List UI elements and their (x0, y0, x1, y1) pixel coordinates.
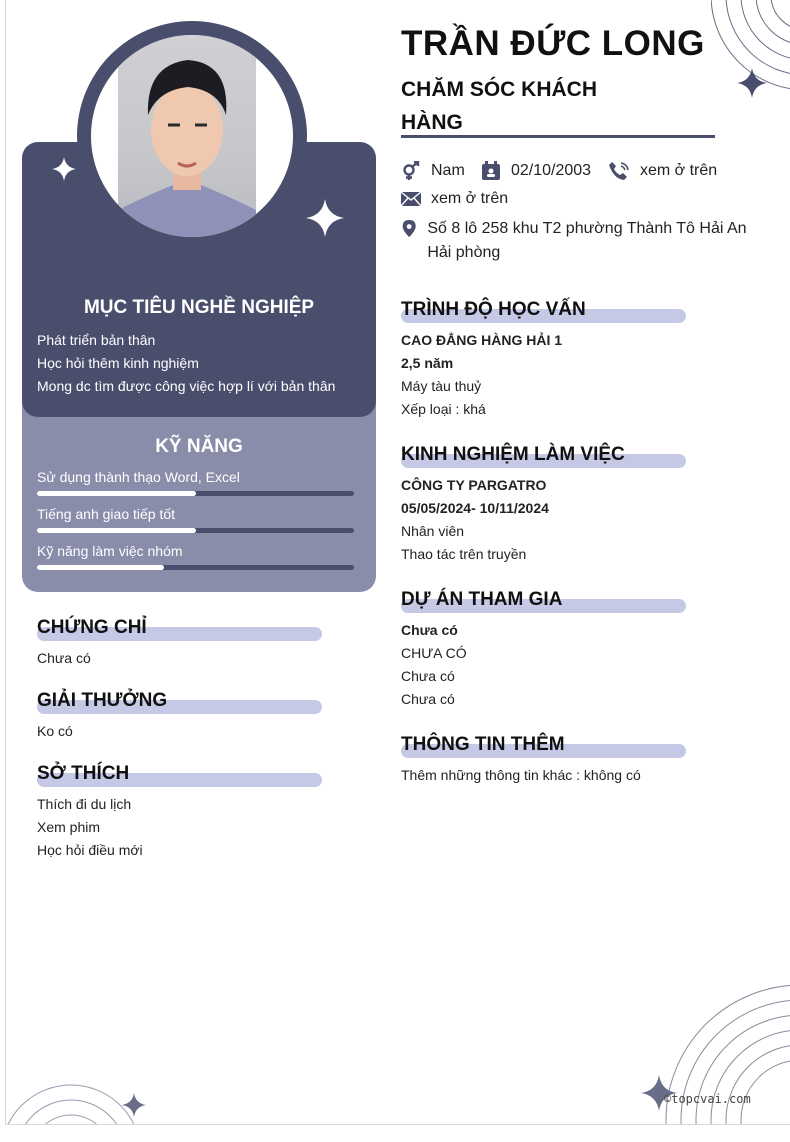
certificates-title: CHỨNG CHỈ (37, 617, 147, 638)
skill-label: Tiếng anh giao tiếp tốt (37, 506, 176, 522)
education-grade: Xếp loại : khá (401, 401, 486, 417)
list-item: Học hỏi điều mới (37, 842, 143, 858)
phone-info (608, 161, 717, 181)
skill-bar (37, 565, 354, 570)
skill-item (37, 543, 354, 559)
list-item: Chưa có (401, 668, 455, 684)
location-pin-icon (401, 218, 417, 240)
profile-photo (118, 35, 256, 237)
phone-icon (608, 161, 630, 181)
education-details (401, 329, 562, 421)
sparkle-icon (122, 1093, 146, 1117)
list-item: Ko có (37, 723, 73, 739)
birthdate-value: 02/10/2003 (511, 162, 592, 179)
section-heading (37, 690, 167, 712)
gender-info (401, 161, 465, 181)
objective-title: MỤC TIÊU NGHỀ NGHIỆP (83, 297, 315, 318)
birthdate-info (481, 161, 591, 181)
extra-title: THÔNG TIN THÊM (401, 734, 565, 755)
certificates-list (37, 647, 91, 670)
education-duration: 2,5 năm (401, 355, 454, 371)
list-item: Học hỏi thêm kinh nghiệm (37, 355, 199, 371)
list-item: Mong dc tìm được công việc hợp lí với bản thân (37, 378, 336, 394)
skill-bar-fill (37, 565, 164, 570)
section-heading (37, 763, 129, 785)
skill-item (37, 469, 354, 485)
section-heading (401, 589, 562, 611)
sparkle-icon (52, 156, 76, 182)
gender-value: Nam (431, 162, 465, 179)
project-name: Chưa có (401, 622, 458, 638)
avatar (91, 35, 293, 237)
section-heading (37, 617, 147, 639)
list-item: CHƯA CÓ (401, 645, 467, 661)
experience-task: Thao tác trên truyền (401, 546, 527, 562)
experience-details (401, 474, 549, 566)
address-info (401, 217, 751, 265)
calendar-icon (481, 161, 501, 181)
extra-details (401, 764, 641, 787)
awards-title: GIẢI THƯỞNG (37, 690, 168, 711)
sparkle-icon (306, 198, 344, 238)
email-info (401, 189, 508, 209)
phone-value: xem ở trên (640, 162, 718, 179)
copyright-text: ©topcvai.com (664, 1092, 751, 1106)
experience-title: KINH NGHIỆM LÀM VIỆC (401, 444, 625, 465)
objective-list (37, 329, 335, 398)
skill-label: Sử dụng thành thạo Word, Excel (37, 469, 240, 485)
section-heading (401, 299, 586, 321)
skill-bar-fill (37, 528, 196, 533)
skills-title: KỸ NĂNG (155, 436, 243, 457)
job-title: CHĂM SÓC KHÁCH HÀNG (401, 78, 597, 134)
projects-title: DỰ ÁN THAM GIA (401, 589, 563, 610)
experience-position: Nhân viên (401, 523, 465, 539)
awards-list (37, 720, 73, 743)
school-name: CAO ĐẲNG HÀNG HẢI 1 (401, 332, 563, 348)
company-name: CÔNG TY PARGATRO (401, 477, 547, 493)
list-item: Chưa có (401, 691, 455, 707)
divider (401, 135, 715, 138)
education-title: TRÌNH ĐỘ HỌC VẤN (401, 299, 586, 320)
skill-bar (37, 528, 354, 533)
skill-label: Kỹ năng làm việc nhóm (37, 543, 183, 559)
skill-bar-fill (37, 491, 196, 496)
full-name: TRẦN ĐỨC LONG (401, 24, 705, 63)
experience-period: 05/05/2024- 10/11/2024 (401, 500, 549, 516)
gender-icon (401, 161, 421, 181)
email-value: xem ở trên (431, 190, 509, 207)
education-major: Máy tàu thuỷ (401, 378, 482, 394)
email-icon (401, 189, 421, 209)
list-item: Chưa có (37, 650, 91, 666)
address-value: Số 8 lô 258 khu T2 phường Thành Tô Hải An Hải phòng (427, 220, 747, 261)
cv-page (5, 0, 790, 1125)
skill-item (37, 506, 354, 522)
hobbies-list (37, 793, 143, 862)
extra-text: Thêm những thông tin khác : không có (401, 767, 641, 783)
sparkle-icon (737, 68, 767, 98)
list-item: Xem phim (37, 819, 101, 835)
list-item: Phát triển bản thân (37, 332, 156, 348)
hobbies-title: SỞ THÍCH (37, 763, 130, 784)
section-heading (401, 734, 565, 756)
section-heading (401, 444, 625, 466)
list-item: Thích đi du lịch (37, 796, 132, 812)
projects-details (401, 619, 467, 711)
skill-bar (37, 491, 354, 496)
